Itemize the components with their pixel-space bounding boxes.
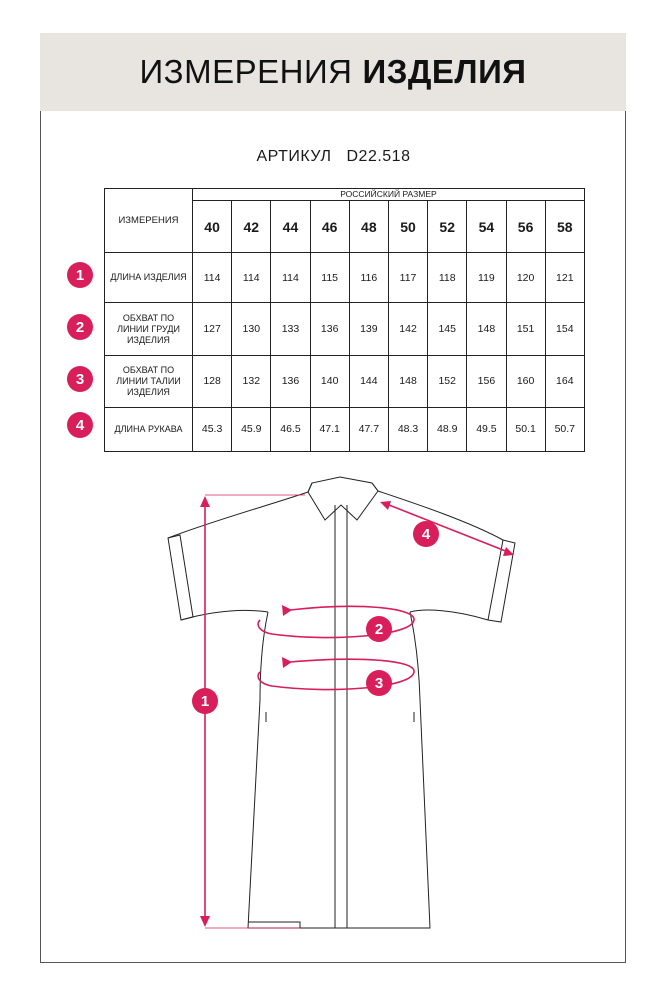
table-cell: 151 [506,303,545,355]
hem-line [248,922,300,928]
left-cuff [168,535,193,620]
title-light: ИЗМЕРЕНИЯ [139,53,353,90]
sleeve-arrow-head-start [380,501,391,510]
table-cell: 160 [506,355,545,407]
collar-edges [308,483,378,492]
table-cell: 48.9 [428,407,467,451]
chest-arrow-head [282,605,292,616]
table-cell: 114 [271,253,310,303]
row-label: ОБХВАТ ПО ЛИНИИ ТАЛИИ ИЗДЕЛИЯ [105,355,193,407]
title-bold: ИЗДЕЛИЯ [362,53,527,90]
size-header-cell: 40 [193,201,232,253]
row-label: ОБХВАТ ПО ЛИНИИ ГРУДИ ИЗДЕЛИЯ [105,303,193,355]
table-cell: 118 [428,253,467,303]
length-arrow-head-top [200,496,210,507]
table-cell: 132 [232,355,271,407]
table-cell: 154 [545,303,584,355]
table-cell: 164 [545,355,584,407]
table-cell: 136 [310,303,349,355]
table-cell: 120 [506,253,545,303]
row-badge-3: 3 [67,366,93,392]
table-cell: 136 [271,355,310,407]
row-badge-4: 4 [67,412,93,438]
diagram-badge-2: 2 [366,616,392,642]
table-corner-label: ИЗМЕРЕНИЯ [105,189,193,253]
diagram-badge-4: 4 [413,521,439,547]
table-cell: 46.5 [271,407,310,451]
row-label: ДЛИНА ИЗДЕЛИЯ [105,253,193,303]
table-cell: 148 [388,355,427,407]
table-cell: 48.3 [388,407,427,451]
table-cell: 47.7 [349,407,388,451]
waist-arrow-head [282,657,292,668]
article-label: АРТИКУЛ [256,148,332,165]
size-header-cell: 54 [467,201,506,253]
table-cell: 148 [467,303,506,355]
table-cell: 130 [232,303,271,355]
table-cell: 117 [388,253,427,303]
size-header-cell: 50 [388,201,427,253]
row-badge-1: 1 [67,262,93,288]
size-header-cell: 42 [232,201,271,253]
diagram-badge-1: 1 [192,688,218,714]
table-cell: 140 [310,355,349,407]
table-cell: 128 [193,355,232,407]
size-header-cell: 44 [271,201,310,253]
table-cell: 119 [467,253,506,303]
table-cell: 133 [271,303,310,355]
size-header-cell: 46 [310,201,349,253]
table-cell: 45.3 [193,407,232,451]
table-cell: 47.1 [310,407,349,451]
size-header-cell: 48 [349,201,388,253]
table-cell: 116 [349,253,388,303]
table-cell: 152 [428,355,467,407]
row-badge-2: 2 [67,314,93,340]
size-header-cell: 58 [545,201,584,253]
row-label: ДЛИНА РУКАВА [105,407,193,451]
left-sleeve-outline [168,492,308,620]
size-group-label: РОССИЙСКИЙ РАЗМЕР [193,189,585,201]
table-cell: 144 [349,355,388,407]
article-code: D22.518 [346,148,411,165]
table-cell: 121 [545,253,584,303]
length-arrow-head-bottom [200,916,210,927]
collar-front [308,491,378,520]
size-header-cell: 56 [506,201,545,253]
table-cell: 49.5 [467,407,506,451]
table-cell: 115 [310,253,349,303]
collar-back [308,477,378,492]
table-cell: 156 [467,355,506,407]
right-sleeve-outline [378,491,503,620]
sleeve-arrow-head-end [503,547,514,556]
sleeve-arrow-line [384,503,508,552]
table-cell: 139 [349,303,388,355]
table-cell: 50.7 [545,407,584,451]
table-cell: 114 [232,253,271,303]
diagram-badge-3: 3 [366,670,392,696]
table-cell: 45.9 [232,407,271,451]
table-cell: 145 [428,303,467,355]
table-cell: 127 [193,303,232,355]
table-cell: 50.1 [506,407,545,451]
table-cell: 142 [388,303,427,355]
table-cell: 114 [193,253,232,303]
size-header-cell: 52 [428,201,467,253]
